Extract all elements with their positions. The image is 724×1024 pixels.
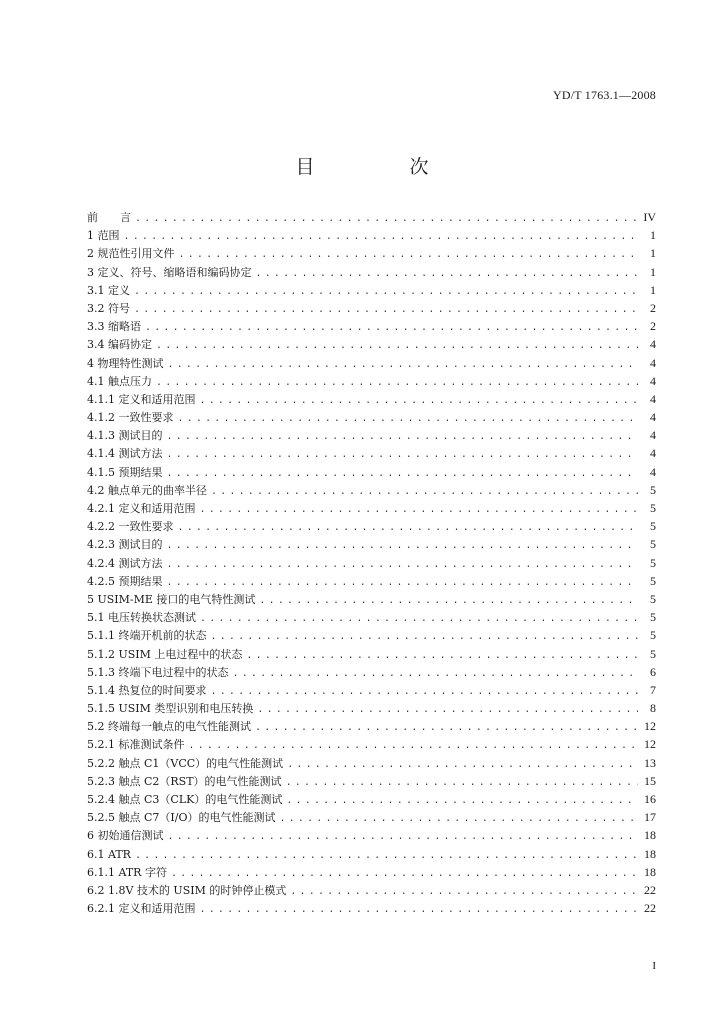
toc-entry[interactable]: [87, 572, 656, 590]
toc-entry[interactable]: [87, 735, 656, 753]
toc-dot-leader: [168, 829, 639, 847]
toc-entry[interactable]: [87, 681, 656, 699]
toc-entry[interactable]: [87, 899, 656, 917]
toc-dot-leader: [200, 502, 639, 520]
toc-entry-label: 5.1 电压转换状态测试: [87, 611, 196, 625]
toc-entry-page: 5: [650, 501, 656, 515]
toc-entry[interactable]: [87, 499, 656, 517]
toc-entry[interactable]: [87, 754, 656, 772]
toc-dot-leader: [286, 793, 638, 811]
toc-entry[interactable]: [87, 281, 656, 299]
toc-entry-page: 1: [650, 228, 656, 243]
toc-entry-label: 3 定义、符号、缩略语和编码协定: [87, 265, 252, 279]
page-title: 目 次: [295, 156, 467, 178]
toc-entry-page: 5: [650, 628, 656, 643]
toc-dot-leader: [255, 720, 638, 738]
toc-entry[interactable]: [87, 244, 656, 262]
toc-entry[interactable]: [87, 444, 656, 462]
toc-entry[interactable]: [87, 426, 656, 444]
toc-dot-leader: [211, 684, 639, 702]
toc-entry-page: 4: [650, 337, 656, 352]
toc-dot-leader: [124, 229, 639, 247]
toc-entry-label: 前 言: [87, 211, 131, 224]
toc-entry-label: 4.1.2 一致性要求: [87, 411, 174, 425]
toc-dot-leader: [211, 629, 639, 647]
toc-entry-label: 2 规范性引用文件: [87, 247, 175, 261]
toc-entry-page: 4: [650, 410, 656, 425]
toc-entry-label: 6.2 1.8V 技术的 USIM 的时钟停止模式: [87, 883, 287, 897]
toc-entry-page: 22: [644, 901, 656, 916]
toc-entry-page: 1: [650, 264, 656, 279]
toc-entry-label: 4.2.1 定义和适用范围: [87, 502, 196, 515]
toc-entry-page: 5: [650, 610, 656, 625]
toc-dot-leader: [233, 666, 639, 684]
toc-dot-leader: [259, 593, 638, 611]
toc-entry-page: 18: [644, 846, 656, 861]
toc-entry-label: 4.1.1 定义和适用范围: [87, 392, 196, 406]
toc-entry-label: 5.2.2 触点 C1（VCC）的电气性能测试: [87, 756, 284, 770]
toc-entry[interactable]: [87, 863, 656, 881]
toc-entry[interactable]: [87, 826, 656, 844]
toc-dot-leader: [290, 884, 638, 902]
toc-dot-leader: [167, 447, 639, 465]
toc-dot-leader: [178, 411, 639, 429]
toc-dot-leader: [134, 302, 638, 320]
toc-entry-page: 5: [650, 555, 656, 570]
toc-dot-leader: [167, 429, 639, 447]
toc-entry-page: 12: [644, 719, 656, 734]
toc-entry[interactable]: [87, 790, 656, 808]
toc-entry-label: 5.1.5 USIM 类型识别和电压转换: [87, 702, 254, 716]
toc-entry-label: 6.1 ATR: [87, 847, 131, 861]
toc-entry[interactable]: [87, 717, 656, 735]
toc-entry-page: 16: [644, 792, 656, 806]
toc-dot-leader: [287, 757, 638, 775]
toc-entry-label: 5.2.1 标准测试条件: [87, 738, 185, 752]
toc-dot-leader: [167, 557, 639, 575]
toc-entry-page: 2: [650, 300, 656, 315]
toc-entry-label: 5.2.3 触点 C2（RST）的电气性能测试: [87, 774, 282, 788]
toc-entry[interactable]: [87, 699, 656, 717]
toc-entry-page: 6: [650, 664, 656, 679]
toc-dot-leader: [200, 611, 638, 629]
toc-entry[interactable]: [87, 226, 656, 244]
toc-entry-page: 5: [650, 519, 656, 534]
toc-entry-label: 5.1.3 终端下电过程中的状态: [87, 665, 229, 679]
toc-dot-leader: [156, 375, 638, 393]
toc-entry[interactable]: [87, 463, 656, 481]
toc-entry-label: 5 USIM-ME 接口的电气特性测试: [87, 592, 256, 606]
toc-dot-leader: [211, 484, 638, 502]
toc-entry[interactable]: [87, 263, 656, 281]
toc-entry-page: 4: [650, 446, 656, 461]
toc-entry[interactable]: [87, 208, 656, 226]
toc-entry[interactable]: [87, 590, 656, 608]
toc-entry-page: 15: [644, 773, 656, 788]
toc-entry-page: 17: [644, 810, 656, 825]
toc-dot-leader: [145, 320, 638, 338]
toc-entry-label: 3.4 编码协定: [87, 338, 152, 352]
toc-entry-page: IV: [643, 210, 656, 224]
toc-entry-label: 5.1.1 终端开机前的状态: [87, 629, 207, 643]
toc-dot-leader: [286, 775, 638, 793]
toc-entry-label: 3.1 定义: [87, 283, 130, 297]
toc-entry-page: 5: [650, 591, 656, 606]
toc-entry-label: 6.2.1 定义和适用范围: [87, 902, 196, 916]
toc-entry-page: 5: [650, 482, 656, 497]
toc-dot-leader: [168, 357, 639, 375]
toc-entry[interactable]: [87, 335, 656, 353]
toc-entry[interactable]: [87, 390, 656, 408]
toc-entry-label: 6 初始通信测试: [87, 829, 164, 843]
toc-entry-label: 4.1.4 测试方法: [87, 447, 163, 461]
toc-entry-page: 1: [650, 282, 656, 297]
toc-entry-page: 4: [650, 391, 656, 406]
toc-entry-label: 3.3 缩略语: [87, 320, 141, 334]
toc-dot-leader: [256, 266, 639, 284]
toc-entry[interactable]: [87, 517, 656, 535]
table-of-contents: [87, 208, 656, 917]
toc-entry-page: 4: [650, 373, 656, 388]
toc-entry-label: 4.2.5 预期结果: [87, 574, 163, 588]
toc-entry[interactable]: [87, 481, 656, 499]
toc-entry[interactable]: [87, 808, 656, 826]
toc-entry-page: 4: [650, 428, 656, 443]
toc-entry[interactable]: [87, 535, 656, 553]
toc-entry-label: 4 物理特性测试: [87, 356, 164, 370]
toc-entry-label: 5.2.4 触点 C3（CLK）的电气性能测试: [87, 793, 283, 806]
toc-dot-leader: [167, 538, 639, 556]
toc-dot-leader: [135, 848, 638, 866]
toc-entry[interactable]: [87, 608, 656, 626]
toc-entry[interactable]: [87, 317, 656, 335]
toc-entry[interactable]: [87, 626, 656, 644]
toc-entry-label: 4.2.3 测试目的: [87, 538, 163, 552]
toc-entry[interactable]: [87, 663, 656, 681]
toc-entry-page: 4: [650, 464, 656, 479]
toc-dot-leader: [279, 811, 638, 829]
toc-entry[interactable]: [87, 554, 656, 572]
toc-entry-page: 1: [650, 246, 656, 261]
toc-entry-label: 4.2.4 测试方法: [87, 556, 163, 570]
toc-entry-label: 5.1.2 USIM 上电过程中的状态: [87, 647, 243, 661]
toc-dot-leader: [135, 211, 638, 229]
toc-entry-label: 4.2.2 一致性要求: [87, 520, 174, 534]
toc-entry[interactable]: [87, 372, 656, 390]
toc-dot-leader: [257, 702, 638, 720]
standard-code: YD/T 1763.1—2008: [553, 88, 656, 102]
toc-entry-page: 2: [650, 319, 656, 334]
toc-entry-label: 4.1 触点压力: [87, 374, 152, 388]
toc-entry-label: 5.2 终端每一触点的电气性能测试: [87, 720, 251, 734]
toc-entry[interactable]: [87, 645, 656, 663]
toc-entry-page: 22: [644, 882, 656, 897]
toc-dot-leader: [200, 902, 639, 920]
toc-entry-page: 4: [650, 355, 656, 370]
toc-entry[interactable]: [87, 299, 656, 317]
page-number: I: [652, 960, 656, 972]
toc-entry-label: 4.1.3 测试目的: [87, 429, 163, 443]
toc-entry[interactable]: [87, 772, 656, 790]
toc-dot-leader: [167, 466, 639, 484]
toc-dot-leader: [200, 393, 639, 411]
toc-entry[interactable]: [87, 881, 656, 899]
toc-entry-page: 5: [650, 573, 656, 588]
toc-entry-label: 5.2.5 触点 C7（I/O）的电气性能测试: [87, 811, 276, 825]
toc-entry[interactable]: [87, 408, 656, 426]
toc-entry-page: 18: [644, 828, 656, 843]
toc-entry-label: 5.1.4 热复位的时间要求: [87, 683, 207, 697]
toc-entry-label: 6.1.1 ATR 字符: [87, 865, 167, 879]
toc-entry-page: 5: [650, 646, 656, 661]
toc-dot-leader: [178, 520, 639, 538]
toc-entry[interactable]: [87, 845, 656, 863]
toc-entry-page: 13: [644, 755, 656, 770]
toc-entry-label: 4.2 触点单元的曲率半径: [87, 483, 207, 497]
toc-entry-label: 3.2 符号: [87, 301, 130, 315]
toc-entry-page: 8: [650, 701, 656, 716]
toc-entry-page: 7: [650, 682, 656, 697]
toc-entry-label: 1 范围: [87, 229, 120, 243]
toc-dot-leader: [246, 648, 638, 666]
toc-dot-leader: [134, 284, 638, 302]
toc-entry-page: 5: [650, 537, 656, 552]
toc-entry-page: 12: [644, 737, 656, 752]
toc-dot-leader: [156, 338, 638, 356]
toc-entry[interactable]: [87, 354, 656, 372]
toc-entry-label: 4.1.5 预期结果: [87, 465, 163, 479]
toc-entry-page: 18: [644, 864, 656, 879]
